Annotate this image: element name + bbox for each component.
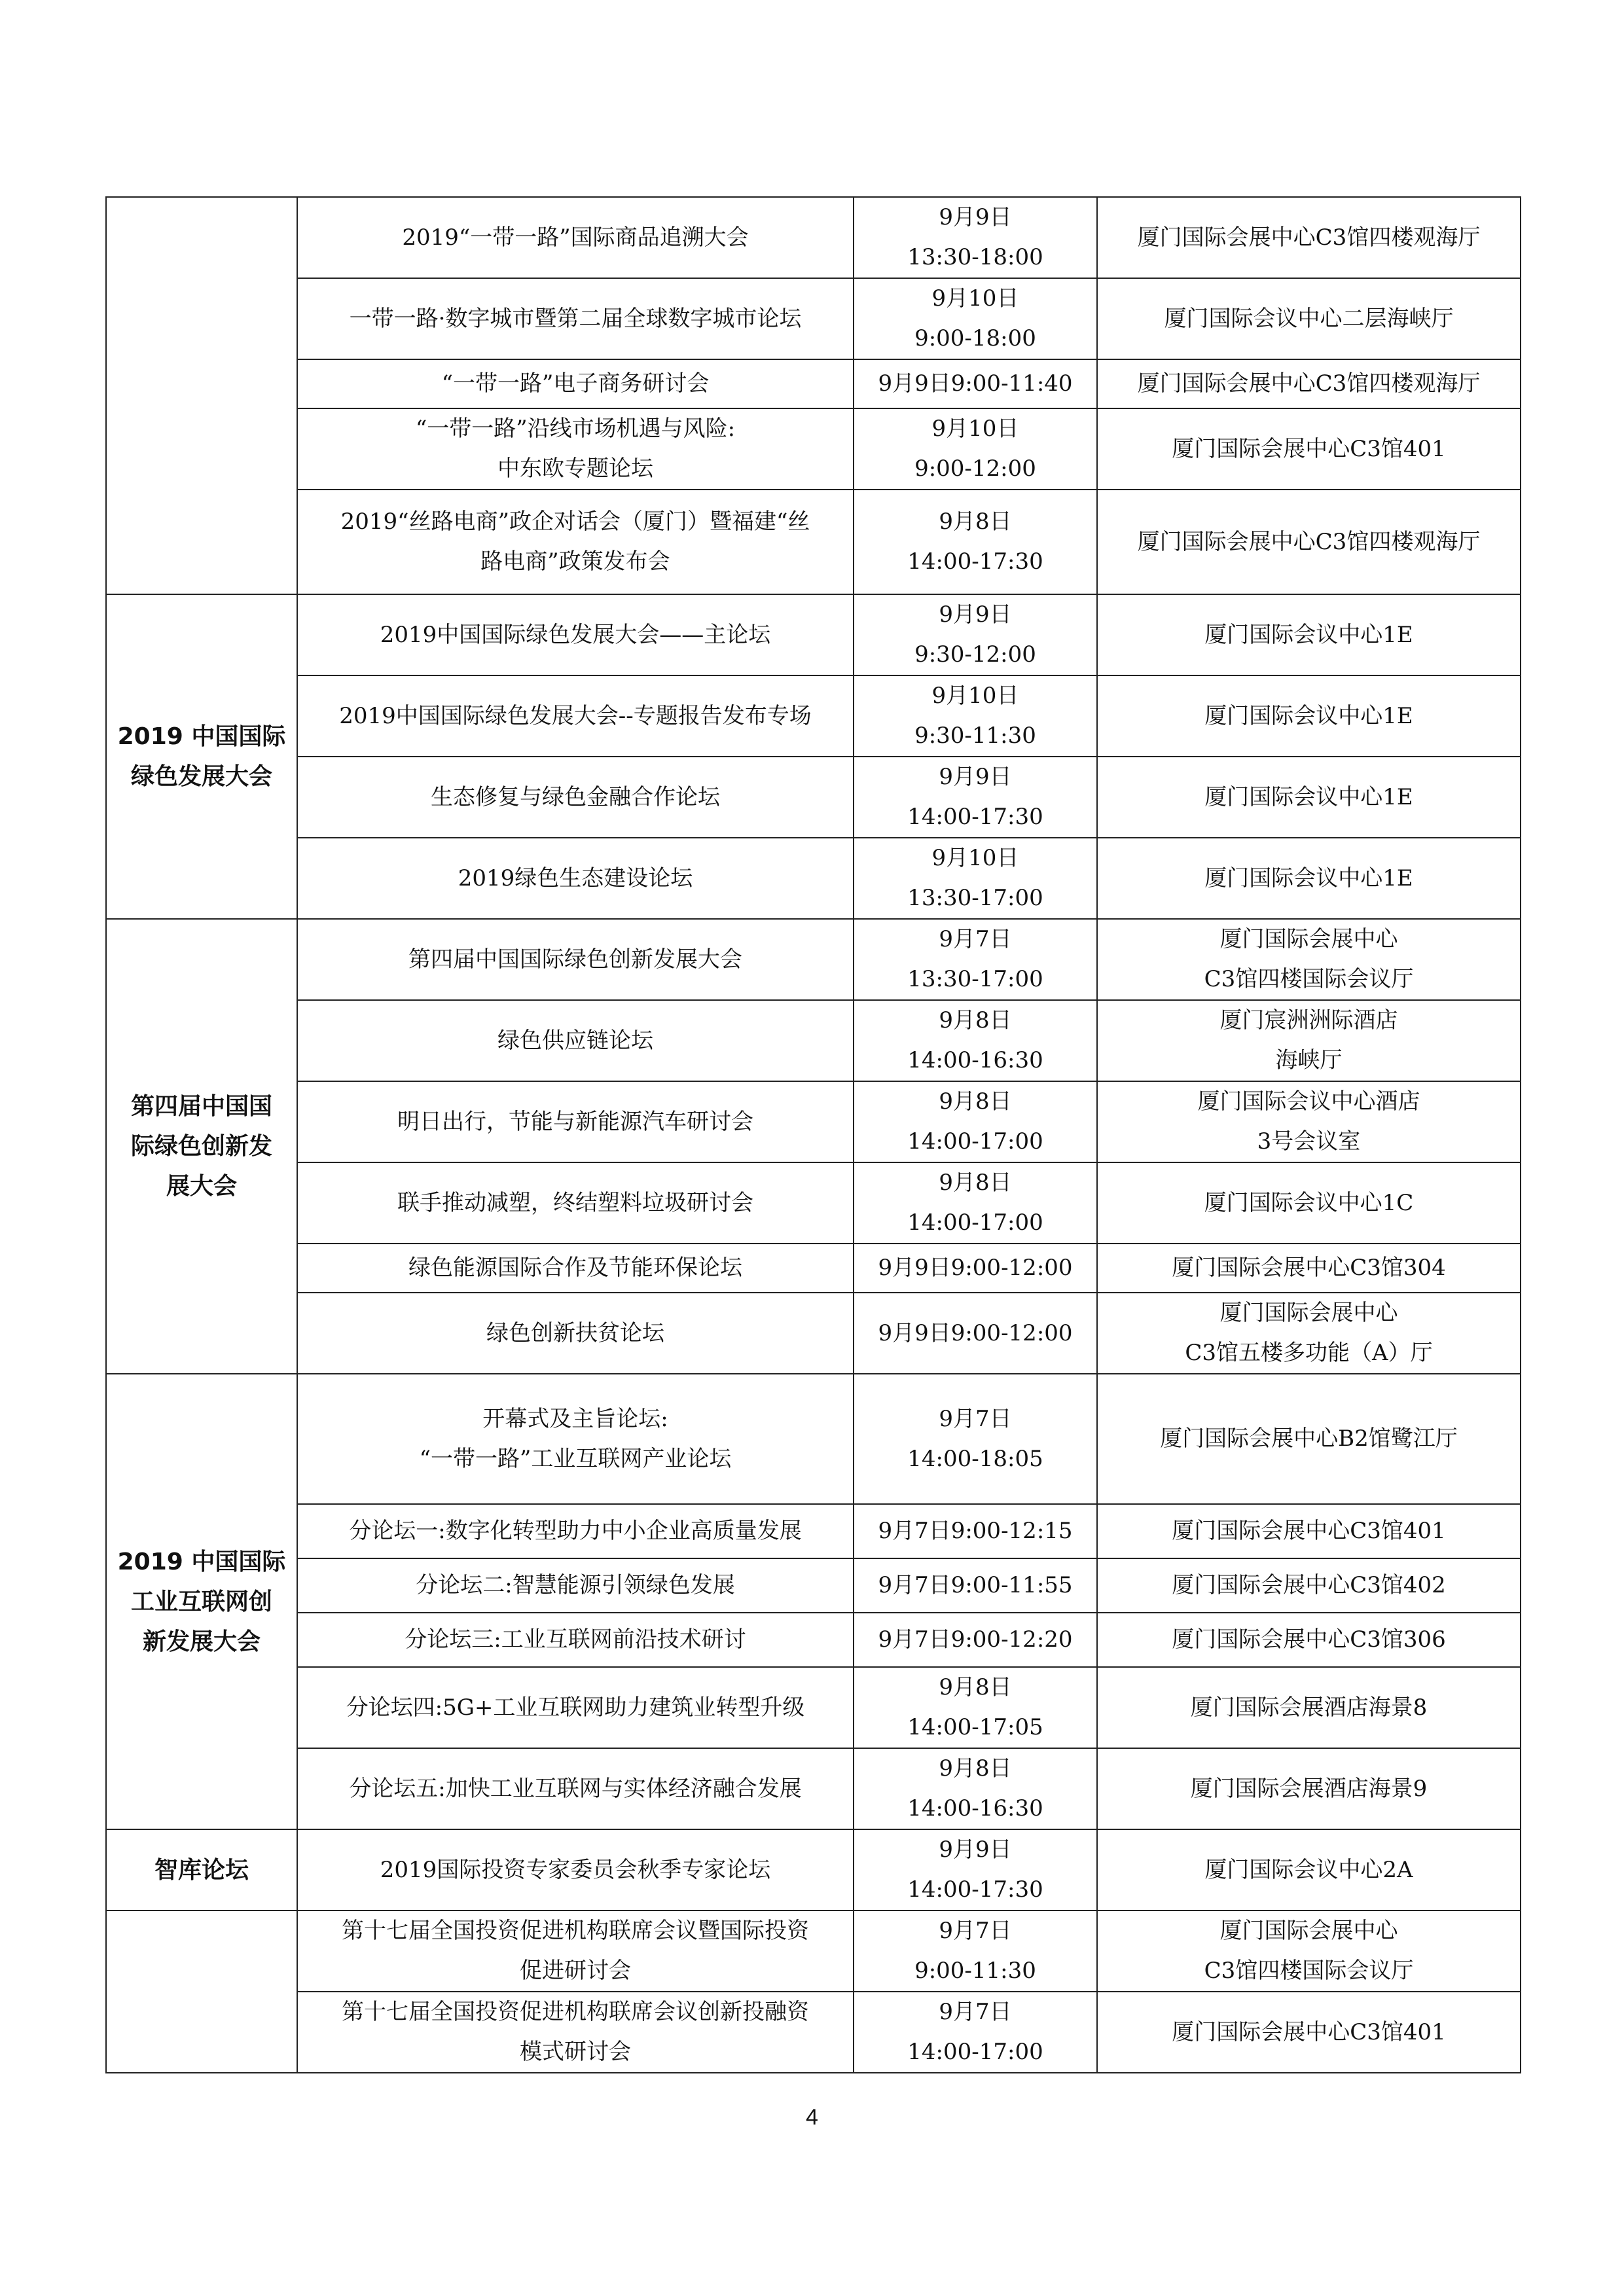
- event-venue-cell: [1097, 1558, 1521, 1613]
- event-schedule-body: [106, 197, 1521, 2073]
- event-time-text: 9月8日 14:00-17:00: [907, 1088, 1043, 1155]
- event-name-text: “一带一路”沿线市场机遇与风险: 中东欧专题论坛: [415, 416, 736, 482]
- event-name-text: 绿色供应链论坛: [497, 1027, 653, 1054]
- event-name-text: 2019国际投资专家委员会秋季专家论坛: [380, 1856, 771, 1883]
- table-row: [106, 1244, 1521, 1293]
- event-time-cell: [854, 757, 1097, 838]
- event-time-cell: [854, 1992, 1097, 2073]
- event-venue-text: 厦门国际会议中心1E: [1204, 783, 1413, 810]
- event-name-cell: [297, 278, 854, 359]
- event-venue-cell: [1097, 1613, 1521, 1667]
- page-number: 4: [806, 2105, 818, 2130]
- event-time-cell: [854, 408, 1097, 490]
- table-row: [106, 1829, 1521, 1910]
- event-name-cell: [297, 1992, 854, 2073]
- event-venue-cell: [1097, 838, 1521, 919]
- event-time-cell: [854, 838, 1097, 919]
- event-name-cell: [297, 1829, 854, 1910]
- event-venue-cell: [1097, 1293, 1521, 1374]
- table-row: [106, 1910, 1521, 1992]
- event-name-cell: [297, 594, 854, 675]
- event-name-text: 分论坛一:数字化转型助力中小企业高质量发展: [349, 1518, 802, 1544]
- event-name-text: “一带一路”电子商务研讨会: [441, 370, 710, 397]
- table-row: [106, 1162, 1521, 1244]
- event-time-cell: [854, 1162, 1097, 1244]
- event-name-text: 分论坛五:加快工业互联网与实体经济融合发展: [349, 1775, 802, 1802]
- event-time-cell: [854, 1667, 1097, 1748]
- table-row: [106, 359, 1521, 408]
- event-time-cell: [854, 1081, 1097, 1162]
- event-venue-text: 厦门国际会议中心2A: [1204, 1856, 1413, 1883]
- table-row: [106, 1000, 1521, 1081]
- table-row: [106, 1667, 1521, 1748]
- table-row: [106, 1748, 1521, 1829]
- event-time-text: 9月10日 9:30-11:30: [914, 683, 1036, 749]
- event-venue-text: 厦门国际会展中心C3馆402: [1172, 1572, 1446, 1598]
- category-cell: [106, 1374, 297, 1829]
- event-time-cell: [854, 1374, 1097, 1504]
- event-time-text: 9月8日 14:00-17:00: [907, 1170, 1043, 1236]
- event-name-cell: [297, 1613, 854, 1667]
- event-time-cell: [854, 359, 1097, 408]
- table-row: [106, 490, 1521, 594]
- event-time-cell: [854, 919, 1097, 1000]
- event-venue-cell: [1097, 1667, 1521, 1748]
- event-venue-cell: [1097, 1244, 1521, 1293]
- table-row: [106, 408, 1521, 490]
- event-name-text: 2019中国国际绿色发展大会——主论坛: [380, 621, 771, 648]
- event-venue-text: 厦门宸洲洲际酒店 海峡厅: [1219, 1007, 1398, 1073]
- event-time-text: 9月7日 14:00-18:05: [907, 1405, 1043, 1472]
- category-cell: [106, 594, 297, 919]
- event-time-text: 9月7日 13:30-17:00: [907, 926, 1043, 992]
- event-venue-text: 厦门国际会展中心C3馆401: [1172, 435, 1446, 462]
- table-row: [106, 919, 1521, 1000]
- event-name-text: 绿色能源国际合作及节能环保论坛: [408, 1255, 742, 1281]
- event-time-text: 9月7日9:00-12:20: [878, 1626, 1073, 1653]
- event-venue-cell: [1097, 1829, 1521, 1910]
- table-row: [106, 197, 1521, 278]
- event-time-text: 9月9日9:00-12:00: [878, 1255, 1073, 1281]
- event-venue-cell: [1097, 1162, 1521, 1244]
- event-time-text: 9月9日9:00-11:40: [878, 370, 1073, 397]
- event-name-cell: [297, 1667, 854, 1748]
- event-name-cell: [297, 408, 854, 490]
- category-cell: [106, 1829, 297, 1910]
- table-row: [106, 675, 1521, 757]
- event-venue-text: 厦门国际会展中心C3馆401: [1172, 1518, 1446, 1544]
- event-time-text: 9月9日 14:00-17:30: [907, 764, 1043, 830]
- event-name-text: 2019“一带一路”国际商品追溯大会: [402, 224, 749, 251]
- event-name-text: 第十七届全国投资促进机构联席会议创新投融资 模式研讨会: [342, 1999, 809, 2065]
- table-row: [106, 1374, 1521, 1504]
- category-label: 智库论坛: [154, 1856, 249, 1884]
- event-name-text: 第十七届全国投资促进机构联席会议暨国际投资 促进研讨会: [342, 1918, 809, 1984]
- event-name-cell: [297, 1910, 854, 1992]
- table-row: [106, 594, 1521, 675]
- table-row: [106, 1613, 1521, 1667]
- event-name-cell: [297, 1504, 854, 1558]
- event-time-cell: [854, 1829, 1097, 1910]
- event-time-cell: [854, 1244, 1097, 1293]
- event-venue-text: 厦门国际会议中心1E: [1204, 621, 1413, 648]
- category-cell: [106, 919, 297, 1374]
- event-venue-cell: [1097, 278, 1521, 359]
- event-name-cell: [297, 757, 854, 838]
- event-name-cell: [297, 1558, 854, 1613]
- event-name-text: 2019“丝路电商”政企对话会（厦门）暨福建“丝 路电商”政策发布会: [340, 509, 810, 575]
- event-time-text: 9月8日 14:00-17:30: [907, 509, 1043, 575]
- event-name-text: 第四届中国国际绿色创新发展大会: [408, 946, 742, 973]
- event-venue-cell: [1097, 1748, 1521, 1829]
- event-time-text: 9月9日9:00-12:00: [878, 1319, 1073, 1346]
- event-time-text: 9月7日 14:00-17:00: [907, 1999, 1043, 2065]
- event-time-cell: [854, 278, 1097, 359]
- event-name-text: 联手推动减塑，终结塑料垃圾研讨会: [397, 1189, 753, 1216]
- event-venue-text: 厦门国际会议中心1E: [1204, 702, 1413, 729]
- event-name-cell: [297, 1748, 854, 1829]
- event-name-text: 开幕式及主旨论坛: “一带一路”工业互联网产业论坛: [419, 1405, 732, 1472]
- event-name-text: 2019中国国际绿色发展大会--专题报告发布专场: [339, 702, 812, 729]
- event-venue-text: 厦门国际会展中心C3馆四楼观海厅: [1137, 528, 1481, 555]
- event-venue-cell: [1097, 1081, 1521, 1162]
- event-name-text: 生态修复与绿色金融合作论坛: [431, 783, 720, 810]
- event-name-text: 分论坛二:智慧能源引领绿色发展: [416, 1572, 735, 1598]
- event-time-text: 9月8日 14:00-16:30: [907, 1007, 1043, 1073]
- event-venue-text: 厦门国际会议中心酒店 3号会议室: [1197, 1088, 1420, 1155]
- table-row: [106, 1992, 1521, 2073]
- event-time-cell: [854, 1748, 1097, 1829]
- event-time-cell: [854, 1558, 1097, 1613]
- event-name-cell: [297, 1000, 854, 1081]
- event-name-text: 分论坛三:工业互联网前沿技术研讨: [405, 1626, 746, 1653]
- event-venue-text: 厦门国际会展中心C3馆304: [1172, 1255, 1446, 1281]
- event-name-cell: [297, 1374, 854, 1504]
- table-row: [106, 1558, 1521, 1613]
- event-venue-cell: [1097, 675, 1521, 757]
- event-name-text: 分论坛四:5G+工业互联网助力建筑业转型升级: [346, 1694, 805, 1721]
- event-venue-cell: [1097, 1992, 1521, 2073]
- event-name-cell: [297, 197, 854, 278]
- event-time-text: 9月7日 9:00-11:30: [914, 1918, 1036, 1984]
- event-time-cell: [854, 1000, 1097, 1081]
- event-time-text: 9月10日 9:00-18:00: [914, 285, 1036, 351]
- table-row: [106, 1504, 1521, 1558]
- event-time-text: 9月9日 14:00-17:30: [907, 1837, 1043, 1903]
- event-name-cell: [297, 838, 854, 919]
- event-venue-cell: [1097, 197, 1521, 278]
- event-venue-cell: [1097, 1504, 1521, 1558]
- event-time-cell: [854, 197, 1097, 278]
- table-row: [106, 278, 1521, 359]
- event-time-cell: [854, 490, 1097, 594]
- event-venue-text: 厦门国际会展中心 C3馆四楼国际会议厅: [1204, 1918, 1414, 1984]
- event-venue-text: 厦门国际会展中心 C3馆四楼国际会议厅: [1204, 926, 1414, 992]
- event-name-cell: [297, 919, 854, 1000]
- event-venue-text: 厦门国际会展中心 C3馆五楼多功能（A）厅: [1185, 1300, 1433, 1366]
- event-venue-cell: [1097, 757, 1521, 838]
- event-time-text: 9月7日9:00-11:55: [878, 1572, 1073, 1598]
- event-venue-text: 厦门国际会展酒店海景9: [1190, 1775, 1428, 1802]
- event-time-text: 9月7日9:00-12:15: [878, 1518, 1073, 1544]
- event-venue-cell: [1097, 490, 1521, 594]
- event-venue-cell: [1097, 919, 1521, 1000]
- event-name-cell: [297, 1081, 854, 1162]
- event-name-cell: [297, 1244, 854, 1293]
- event-name-cell: [297, 490, 854, 594]
- event-name-cell: [297, 1162, 854, 1244]
- event-venue-cell: [1097, 1374, 1521, 1504]
- event-venue-text: 厦门国际会展酒店海景8: [1190, 1694, 1428, 1721]
- table-row: [106, 838, 1521, 919]
- event-venue-cell: [1097, 594, 1521, 675]
- event-time-text: 9月10日 13:30-17:00: [907, 845, 1043, 911]
- event-name-cell: [297, 359, 854, 408]
- event-time-cell: [854, 1910, 1097, 1992]
- event-time-text: 9月9日 13:30-18:00: [907, 204, 1043, 270]
- event-venue-text: 厦门国际会议中心二层海峡厅: [1164, 305, 1454, 332]
- event-time-cell: [854, 1613, 1097, 1667]
- event-time-cell: [854, 1504, 1097, 1558]
- event-venue-cell: [1097, 359, 1521, 408]
- event-venue-text: 厦门国际会展中心C3馆四楼观海厅: [1137, 224, 1481, 251]
- event-name-text: 2019绿色生态建设论坛: [458, 865, 693, 891]
- table-row: [106, 757, 1521, 838]
- event-time-cell: [854, 1293, 1097, 1374]
- category-label: 2019 中国国际 绿色发展大会: [117, 723, 286, 790]
- event-name-text: 绿色创新扶贫论坛: [486, 1319, 664, 1346]
- table-row: [106, 1293, 1521, 1374]
- event-schedule-table: [105, 196, 1521, 2073]
- event-time-text: 9月10日 9:00-12:00: [914, 416, 1036, 482]
- event-time-cell: [854, 594, 1097, 675]
- event-venue-text: 厦门国际会展中心B2馆鹭江厅: [1160, 1426, 1458, 1452]
- category-cell: [106, 197, 297, 594]
- event-name-text: 一带一路·数字城市暨第二届全球数字城市论坛: [349, 305, 802, 332]
- category-label: 第四届中国国 际绿色创新发 展大会: [130, 1093, 272, 1200]
- event-time-text: 9月9日 9:30-12:00: [914, 601, 1036, 668]
- category-cell: [106, 1910, 297, 2073]
- event-venue-text: 厦门国际会议中心1E: [1204, 865, 1413, 891]
- event-time-text: 9月8日 14:00-17:05: [907, 1674, 1043, 1740]
- category-label: 2019 中国国际 工业互联网创 新发展大会: [117, 1548, 286, 1655]
- event-venue-cell: [1097, 408, 1521, 490]
- table-row: [106, 1081, 1521, 1162]
- event-venue-cell: [1097, 1910, 1521, 1992]
- event-name-text: 明日出行，节能与新能源汽车研讨会: [397, 1108, 753, 1135]
- event-venue-text: 厦门国际会展中心C3馆401: [1172, 2018, 1446, 2045]
- event-venue-text: 厦门国际会议中心1C: [1204, 1189, 1414, 1216]
- event-venue-cell: [1097, 1000, 1521, 1081]
- event-time-cell: [854, 675, 1097, 757]
- event-name-cell: [297, 1293, 854, 1374]
- event-time-text: 9月8日 14:00-16:30: [907, 1755, 1043, 1821]
- event-name-cell: [297, 675, 854, 757]
- event-venue-text: 厦门国际会展中心C3馆306: [1172, 1626, 1446, 1653]
- event-venue-text: 厦门国际会展中心C3馆四楼观海厅: [1137, 370, 1481, 397]
